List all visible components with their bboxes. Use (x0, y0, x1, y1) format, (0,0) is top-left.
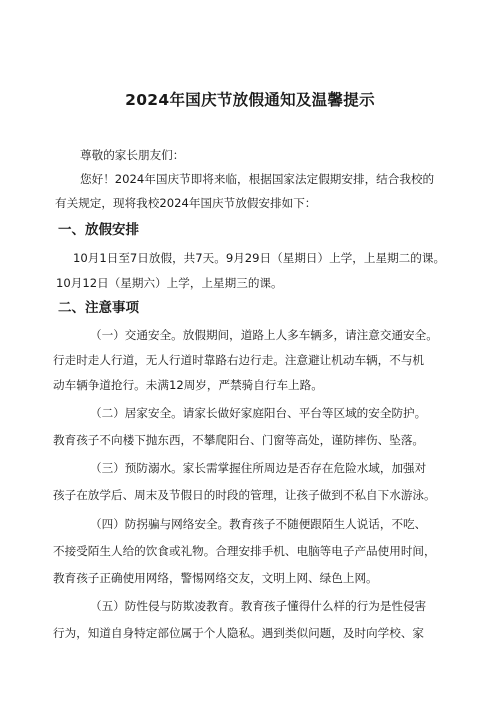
document-title: 2024年国庆节放假通知及温馨提示 (125, 91, 375, 109)
notes-paragraph-line: （五）防性侵与防欺凌教育。教育孩子懂得什么样的行为是性侵害 (90, 599, 427, 613)
holiday-paragraph-line: 10月12日（星期六）上学，上星期三的课。 (56, 276, 283, 290)
section-heading-notes: 二、注意事项 (58, 300, 139, 316)
notes-paragraph-line: 行走时走人行道，无人行道时靠路右边行走。注意避让机动车辆，不与机 (53, 353, 425, 367)
holiday-paragraph-line: 10月1日至7日放假，共7天。9月29日（星期日）上学，上星期二的课。 (73, 251, 446, 265)
notes-paragraph-line: 动车辆争道抢行。未满12周岁，严禁骑自行车上路。 (53, 378, 323, 392)
notes-paragraph-line: 孩子在放学后、周末及节假日的时段的管理，让孩子做到不私自下水游泳。 (53, 488, 436, 502)
salutation: 尊敬的家长朋友们： (80, 148, 185, 162)
notes-paragraph-line: （三）预防溺水。家长需掌握住所周边是否存在危险水域，加强对 (90, 461, 427, 475)
intro-paragraph-line: 有关规定，现将我校2024年国庆节放假安排如下： (55, 196, 317, 210)
notes-paragraph-line: 行为，知道自身特定部位属于个人隐私。遇到类似问题，及时向学校、家 (53, 626, 425, 640)
section-heading-holiday: 一、放假安排 (58, 222, 139, 238)
notes-paragraph-line: 教育孩子不向楼下抛东西，不攀爬阳台、门窗等高处，谨防摔伤、坠落。 (53, 433, 425, 447)
notes-paragraph-line: （一）交通安全。放假期间，道路上人多车辆多，请注意交通安全。 (90, 328, 438, 342)
notes-paragraph-line: 教育孩子正确使用网络，警惕网络交友，文明上网、绿色上网。 (53, 571, 378, 585)
notes-paragraph-line: （二）居家安全。请家长做好家庭阳台、平台等区域的安全防护。 (90, 406, 427, 420)
notes-paragraph-line: （四）防拐骗与网络安全。教育孩子不随便跟陌生人说话，不吃、 (90, 517, 427, 531)
notes-paragraph-line: 不接受陌生人给的饮食或礼物。合理安排手机、电脑等电子产品使用时间， (53, 544, 436, 558)
intro-paragraph-line: 您好！2024年国庆节即将来临，根据国家法定假期安排，结合我校的 (80, 172, 435, 186)
